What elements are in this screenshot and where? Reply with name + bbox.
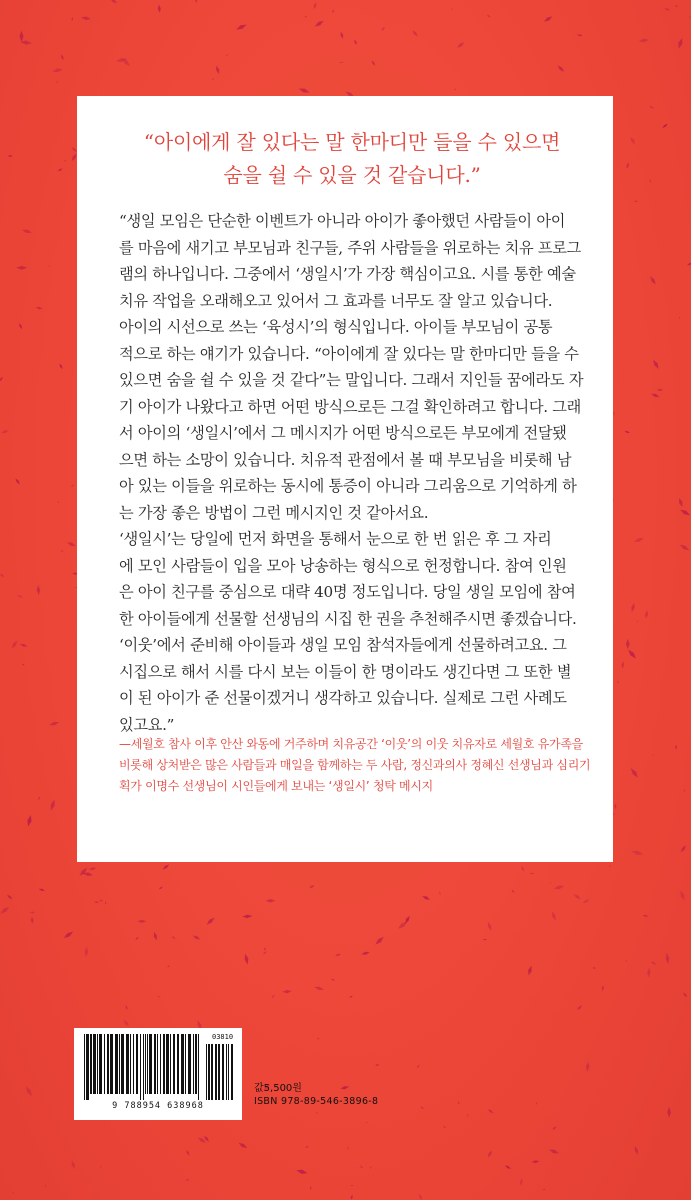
speckle [417, 1065, 419, 1069]
body-line: 시집으로 해서 시를 다시 보는 이들이 한 명이라도 생긴다면 그 또한 별 [119, 662, 572, 681]
speckle [124, 1020, 129, 1027]
barcode-bar [121, 1034, 124, 1094]
speckle [528, 966, 532, 976]
speckle [31, 917, 34, 924]
speckle [110, 0, 117, 3]
speckle [639, 39, 649, 43]
speckle [405, 916, 409, 924]
speckle [283, 990, 292, 993]
pull-quote-line: “아이에게 잘 있다는 말 한마디만 들을 수 있으면 [143, 130, 561, 154]
barcode-bar [157, 1034, 158, 1094]
speckle [30, 912, 35, 914]
speckle [690, 16, 691, 19]
speckle [52, 69, 63, 73]
speckle [583, 899, 590, 903]
speckle [681, 845, 686, 852]
speckle [100, 1166, 102, 1169]
body-line: 를 마음에 새기고 부모님과 친구들, 주위 사람들을 위로하는 치유 프로그 [119, 238, 582, 257]
body-line: 아 있는 이들을 위로하는 동시에 통증이 아니라 그리움으로 기억하게 하 [119, 477, 577, 495]
speckle [549, 1150, 559, 1154]
speckle [186, 1179, 190, 1180]
barcode-bar [181, 1034, 184, 1094]
speckle [94, 901, 100, 903]
speckle [361, 952, 370, 955]
speckle [22, 664, 25, 666]
barcode-bar [133, 1034, 134, 1094]
speckle [678, 38, 682, 49]
speckle [340, 1086, 349, 1089]
body-line: 이 된 아이가 준 선물이겠거니 생각하고 있습니다. 실제로 그런 사례도 [119, 689, 567, 707]
speckle [622, 661, 625, 668]
speckle [135, 937, 139, 940]
speckle [375, 937, 384, 945]
speckle [483, 939, 487, 941]
speckle [58, 168, 63, 171]
speckle [360, 1165, 364, 1168]
speckle [0, 574, 5, 577]
speckle [17, 595, 23, 597]
speckle [680, 545, 689, 551]
speckle [51, 800, 55, 811]
speckle [657, 389, 664, 391]
speckle [613, 411, 615, 416]
speckle [593, 967, 596, 968]
speckle [631, 603, 634, 612]
speckle [631, 768, 638, 778]
speckle [421, 1106, 424, 1109]
barcode-bar [115, 1034, 118, 1094]
speckle [366, 1122, 368, 1123]
speckle [57, 502, 59, 503]
speckle [309, 885, 314, 887]
barcode-addon-bar [222, 1044, 224, 1100]
barcode-bar [173, 1034, 175, 1094]
barcode-bar [170, 1034, 171, 1094]
caption-line: —세월호 참사 이후 안산 와동에 거주하며 치유공간 ‘이웃’의 이웃 치유자로 세월호 유가족을 [119, 737, 583, 751]
speckle [542, 1189, 545, 1190]
speckle [628, 650, 636, 659]
body-text [119, 208, 585, 738]
speckle [382, 27, 385, 31]
barcode-bar [99, 1034, 102, 1094]
barcode-bar [140, 1034, 141, 1100]
barcode-bar [90, 1034, 92, 1094]
text-panel [77, 96, 613, 862]
speckle [89, 867, 97, 870]
barcode-addon-bar [208, 1044, 210, 1100]
speckle [0, 377, 3, 382]
speckle [226, 55, 229, 56]
speckle [72, 17, 73, 21]
speckle [341, 32, 344, 40]
speckle [552, 911, 556, 920]
speckle [652, 755, 655, 756]
barcode-addon-digits: 03810 [212, 1033, 234, 1041]
barcode-bar [104, 1034, 105, 1094]
speckle [38, 797, 40, 801]
speckle [61, 54, 64, 60]
body-line: 치유 작업을 오래해오고 있어서 그 효과를 너무도 잘 알고 있습니다. [119, 291, 553, 310]
body-line: 한 아이들에게 선물할 선생님의 시집 한 권을 추천해주시면 좋겠습니다. [119, 609, 577, 628]
speckle [315, 21, 324, 27]
speckle [45, 1185, 46, 1188]
barcode-digits: 9 788954 638968 [112, 1101, 204, 1111]
speckle [653, 360, 659, 369]
speckle [444, 1126, 446, 1128]
barcode-bar [84, 1034, 85, 1100]
barcode-bar [110, 1034, 113, 1094]
isbn-barcode [74, 1028, 242, 1120]
speckle [27, 815, 31, 827]
caption-line: 비롯해 상처받은 많은 사람들과 매일을 함께하는 두 사람, 정신과의사 정혜신 선생님과 심리기 [119, 758, 591, 772]
speckle [651, 394, 660, 397]
speckle [245, 954, 249, 965]
body-line: 기 아이가 나왔다고 하면 어떤 방식으로든 그걸 확인하려고 합니다. 그래 [119, 397, 582, 416]
speckle [123, 59, 130, 67]
speckle [351, 1195, 353, 1200]
speckle [59, 363, 62, 369]
speckle [529, 873, 534, 875]
speckle [558, 66, 565, 72]
speckle [20, 31, 24, 42]
speckle [675, 5, 677, 8]
speckle [12, 640, 18, 649]
speckle [242, 915, 252, 919]
speckle [522, 866, 525, 872]
speckle [310, 1186, 311, 1190]
speckle [666, 953, 670, 964]
speckle [684, 789, 686, 793]
speckle [212, 78, 214, 80]
speckle [316, 1112, 318, 1114]
speckle [649, 106, 654, 109]
speckle [7, 895, 12, 899]
speckle [375, 1064, 380, 1066]
speckle [317, 1038, 320, 1039]
speckle [662, 124, 668, 128]
speckle [314, 987, 324, 990]
speckle [487, 15, 490, 18]
speckle [348, 1146, 349, 1150]
speckle [681, 890, 685, 901]
speckle [642, 915, 648, 917]
speckle [332, 9, 334, 13]
barcode-addon-bar [206, 1044, 207, 1100]
speckle [512, 890, 515, 894]
speckle [609, 865, 611, 867]
speckle [49, 722, 59, 726]
pull-quote-line: 숨을 쉴 수 있을 것 같습니다.” [223, 163, 481, 187]
speckle [105, 901, 106, 905]
body-line: 는 가장 좋은 방법이 그런 메시지인 것 같아서요. [119, 503, 429, 522]
speckle [577, 1005, 582, 1010]
speckle [631, 137, 635, 145]
barcode-bar [107, 1034, 109, 1094]
speckle [263, 951, 267, 954]
barcode-addon-bar [231, 1044, 233, 1100]
body-line: 있으면 숨을 쉴 수 있을 것 같다”는 말입니다. 그래서 지인들 꿈에라도 자 [119, 371, 584, 389]
speckle [81, 17, 91, 21]
speckle [236, 25, 247, 30]
body-line: 있고요.” [119, 715, 175, 734]
body-line: 아이의 시선으로 쓰는 ‘육성시’의 형식입니다. 아이들 부모님이 공통 [119, 318, 553, 336]
barcode-bar [154, 1034, 156, 1094]
barcode-bar [188, 1034, 191, 1094]
speckle [71, 484, 75, 487]
speckle [617, 681, 619, 684]
speckle [314, 2, 316, 9]
barcode-bar [143, 1034, 144, 1100]
speckle [264, 947, 265, 951]
speckle [458, 1101, 459, 1104]
body-line: ‘이웃’에서 준비해 아이들과 생일 모임 참석자들에게 선물하려고요. 그 [119, 636, 567, 654]
speckle [553, 1127, 557, 1130]
speckle [60, 550, 64, 552]
speckle [624, 431, 630, 433]
speckle [680, 510, 690, 516]
speckle [158, 5, 161, 13]
speckle [452, 8, 453, 10]
speckle [0, 907, 9, 914]
speckle [47, 266, 51, 267]
speckle [99, 900, 103, 902]
barcode-bar [93, 1034, 96, 1094]
barcode-bar [130, 1034, 131, 1094]
speckle [20, 644, 28, 647]
speckle [679, 316, 680, 319]
barcode-bar [166, 1034, 169, 1094]
barcode-addon-bar [215, 1044, 217, 1100]
barcode-addon-bar [218, 1044, 220, 1100]
body-line: 램의 하나입니다. 그중에서 ‘생일시’가 가장 핵심이고요. 시를 통한 예술 [119, 265, 576, 283]
speckle [634, 538, 644, 542]
price-label: 값5,500원 [254, 1083, 302, 1094]
barcode-bar [177, 1034, 179, 1094]
speckle [664, 8, 670, 10]
speckle [186, 1150, 189, 1156]
speckle [138, 920, 147, 923]
barcode-addon-bar [228, 1044, 229, 1100]
barcode-bars [82, 1034, 234, 1100]
speckle [163, 864, 170, 869]
speckle [645, 610, 648, 618]
speckle [331, 979, 335, 981]
speckle [16, 266, 27, 270]
barcode-bar [160, 1034, 161, 1094]
speckle [72, 1160, 75, 1169]
speckle [454, 89, 456, 90]
speckle [154, 932, 157, 941]
speckle [505, 1165, 511, 1169]
speckle [159, 887, 163, 890]
body-line: 은 아이 친구를 중심으로 대략 40명 정도입니다. 당일 생일 모임에 참여 [119, 583, 576, 601]
body-line: ‘생일시’는 당일에 먼저 화면을 통해서 눈으로 한 번 읽은 후 그 자리 [119, 530, 552, 548]
barcode-bar [147, 1034, 148, 1094]
body-line: 적으로 하는 얘기가 있습니다. “아이에게 잘 있다는 말 한마디만 들을 수 [119, 344, 579, 363]
speckle [419, 1194, 422, 1200]
speckle [36, 307, 43, 310]
isbn-label: ISBN 978-89-546-3896-8 [254, 1096, 379, 1107]
speckle [37, 585, 41, 595]
speckle [634, 201, 638, 203]
speckle [649, 179, 651, 184]
speckle [687, 263, 691, 266]
caption-line: 획가 이명수 선생님이 시인들에게 보내는 ‘생일시’ 청탁 메시지 [119, 779, 433, 793]
speckle [26, 1086, 32, 1096]
body-line: 에 모인 사람들이 입을 모아 낭송하는 형식으로 헌정합니다. 참여 인원 [119, 556, 567, 575]
speckle [19, 323, 22, 329]
speckle [207, 918, 215, 925]
speckle [39, 889, 45, 891]
speckle [85, 946, 89, 957]
speckle [339, 62, 344, 64]
barcode-addon-bar [211, 1044, 213, 1100]
speckle [126, 1005, 128, 1010]
barcode-bar [86, 1034, 89, 1100]
speckle [679, 498, 682, 508]
barcode-bar [149, 1034, 152, 1094]
speckle [67, 542, 76, 546]
body-line: “생일 모임은 단순한 이벤트가 아니라 아이가 좋아했던 사람들이 아이 [119, 212, 566, 230]
speckle [266, 899, 276, 903]
attribution-caption [119, 734, 589, 797]
speckle [488, 1109, 494, 1113]
speckle [667, 1107, 671, 1118]
barcode-bar [185, 1034, 186, 1094]
pull-quote [119, 126, 585, 192]
speckle [573, 894, 581, 899]
speckle [577, 34, 583, 36]
speckle [627, 162, 629, 169]
speckle [305, 1146, 309, 1148]
speckle [272, 995, 274, 998]
speckle [299, 89, 310, 93]
speckle [457, 42, 464, 48]
speckle [57, 80, 58, 84]
speckle [239, 1143, 248, 1148]
speckle [637, 620, 638, 623]
speckle [172, 936, 176, 939]
speckle [635, 1146, 638, 1155]
barcode-addon-bar [226, 1044, 227, 1100]
speckle [647, 968, 650, 978]
barcode-bar [136, 1034, 138, 1094]
speckle [520, 1178, 523, 1185]
speckle [193, 936, 201, 940]
barcode-bar [163, 1034, 165, 1094]
barcode-bar [145, 1034, 146, 1094]
speckle [198, 1138, 206, 1143]
speckle [413, 30, 418, 36]
speckle [157, 996, 161, 997]
barcode-bar [193, 1034, 194, 1094]
body-line: 서 아이의 ‘생일시’에서 그 메시지가 어떤 방식으로든 부모에게 전달됐 [119, 424, 567, 442]
speckle [531, 1160, 539, 1163]
speckle [467, 1113, 469, 1117]
speckle [549, 882, 551, 884]
speckle [422, 896, 430, 900]
speckle [168, 965, 170, 968]
speckle [586, 1062, 590, 1072]
speckle [650, 276, 655, 284]
speckle [296, 1170, 307, 1174]
speckle [544, 16, 552, 21]
speckle [536, 1102, 537, 1105]
speckle [65, 159, 66, 162]
barcode-bar [126, 1034, 129, 1094]
speckle [632, 851, 644, 855]
speckle [335, 954, 341, 956]
speckle [488, 922, 491, 931]
speckle [13, 1192, 14, 1195]
speckle [354, 39, 357, 45]
speckle [675, 745, 677, 750]
speckle [625, 960, 628, 961]
barcode-bar [195, 1034, 197, 1094]
speckle [683, 992, 687, 997]
speckle [439, 891, 440, 895]
speckle [1, 430, 9, 433]
speckle [72, 154, 77, 162]
speckle [615, 804, 617, 810]
speckle [204, 1136, 209, 1142]
speckle [15, 478, 20, 484]
speckle [602, 985, 604, 991]
speckle [216, 66, 219, 75]
barcode-bar [97, 1034, 98, 1094]
speckle [554, 886, 565, 890]
speckle [488, 1150, 492, 1157]
speckle [351, 1185, 354, 1186]
speckle [372, 60, 376, 66]
speckle [349, 996, 353, 998]
speckle [64, 932, 73, 938]
body-line: 으면 하는 소망이 있습니다. 치유적 관점에서 볼 때 부모님을 비롯해 남 [119, 450, 572, 469]
speckle [195, 0, 197, 3]
barcode-bar [119, 1034, 120, 1094]
speckle [22, 230, 32, 234]
barcode-bar [198, 1034, 199, 1100]
speckle [7, 155, 13, 157]
speckle [651, 962, 656, 965]
speckle [304, 16, 306, 17]
speckle [370, 1166, 371, 1169]
speckle [626, 639, 630, 650]
